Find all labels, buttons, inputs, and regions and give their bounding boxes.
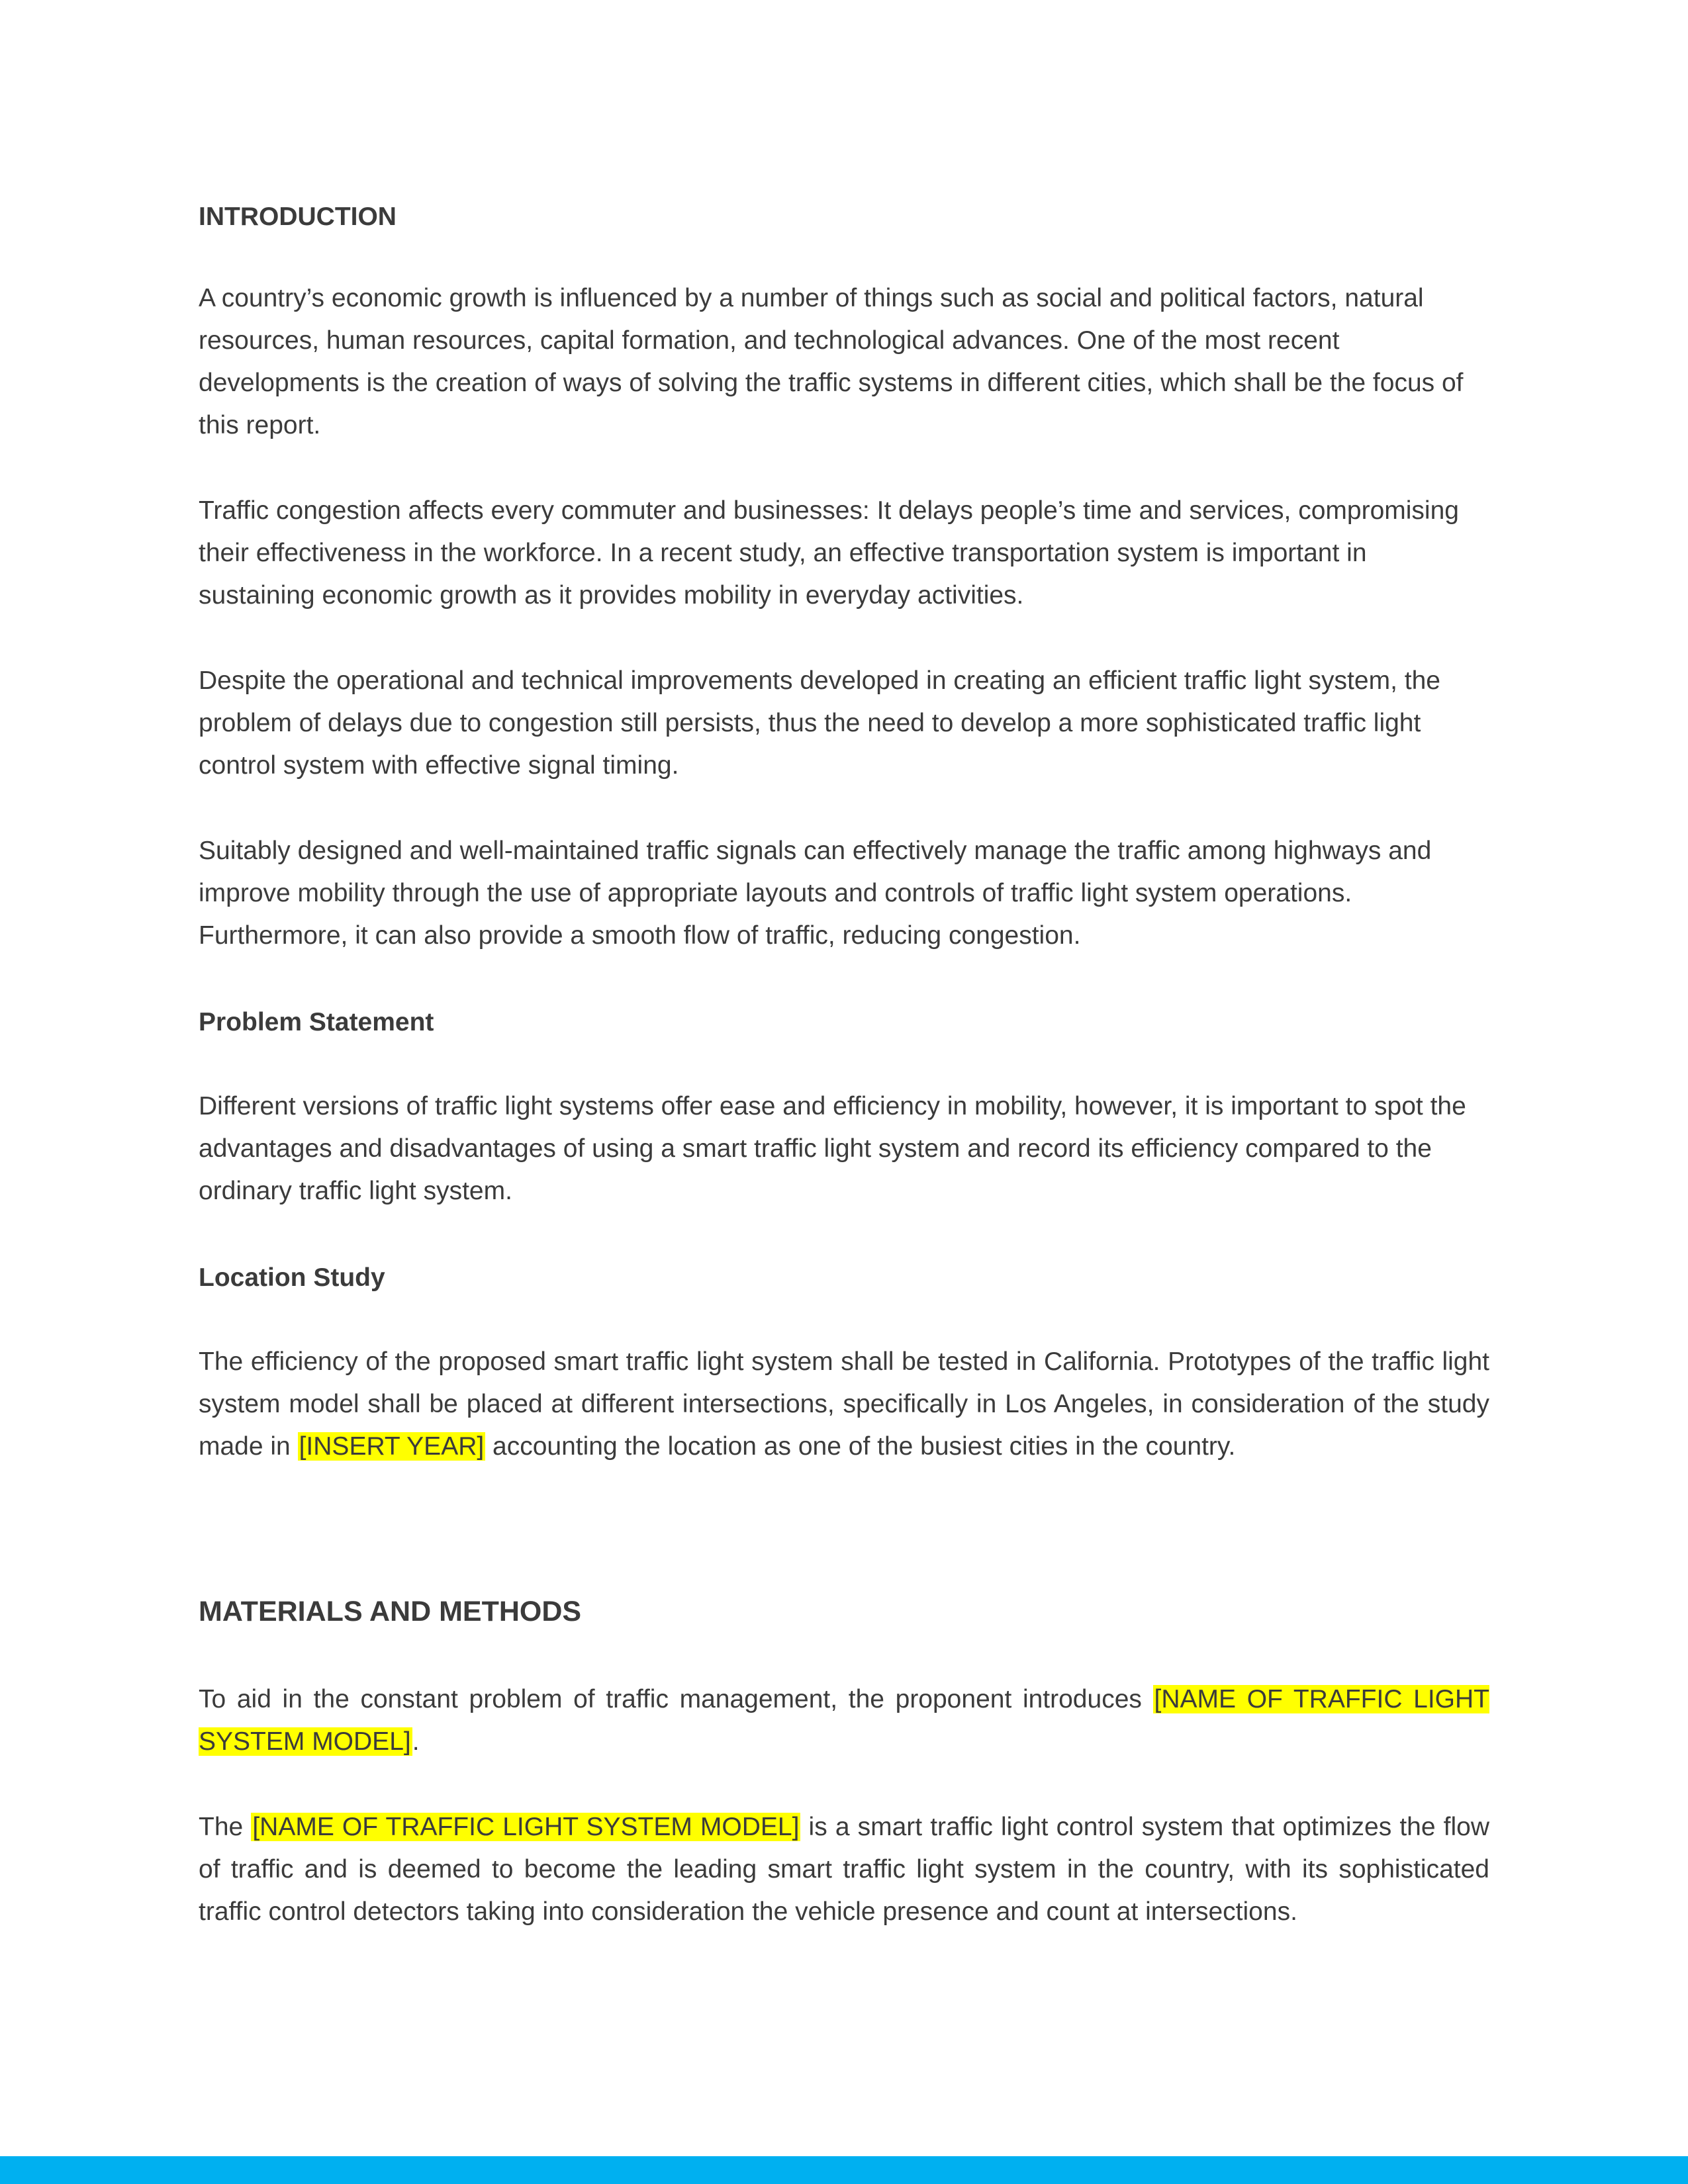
model-name-placeholder-2: [NAME OF TRAFFIC LIGHT SYSTEM MODEL] (252, 1813, 800, 1841)
location-study-paragraph (199, 1341, 1489, 1468)
insert-year-placeholder: [INSERT YEAR] (299, 1432, 485, 1461)
model-name-placeholder-1: [NAME OF TRAFFIC LIGHT SYSTEM MODEL] (199, 1685, 1489, 1756)
intro-paragraph-4: Suitably designed and well-maintained traffic signals can effectively manage the traffic among highways and improve mobility through the use of appropriate layouts and controls of traffic light system operations. Furthermore, it can also provide a smooth flow of traffic, reducing congestion. (199, 837, 1432, 950)
problem-statement-heading: Problem Statement (199, 1008, 434, 1036)
intro-paragraph-3: Despite the operational and technical improvements developed in creating an efficient traffic light system, the problem of delays due to congestion still persists, thus the need to develop a more sophisticated traffic light control system with effective signal timing. (199, 666, 1440, 780)
materials-p1-text-after: . (412, 1727, 420, 1756)
footer-bar (0, 2156, 1688, 2184)
materials-p2-text-before: The (199, 1813, 252, 1841)
materials-paragraph-2 (199, 1806, 1489, 1933)
intro-paragraph-2: Traffic congestion affects every commuter and businesses: It delays people’s time and services, compromising their effectiveness in the workforce. In a recent study, an effective transportation system is important in sustaining economic growth as it provides mobility in everyday activities. (199, 496, 1459, 610)
materials-p1-text-before: To aid in the constant problem of traffic management, the proponent introduces (199, 1685, 1153, 1713)
location-text-after: accounting the location as one of the busiest cities in the country. (485, 1432, 1236, 1461)
location-study-heading: Location Study (199, 1263, 385, 1292)
introduction-heading: INTRODUCTION (199, 203, 397, 231)
materials-paragraph-1 (199, 1678, 1489, 1763)
materials-p2-text-after: is a smart traffic light control system that optimizes the flow of traffic and is deemed to become the leading smart traffic light system in the country, with its sophisticated traffic control detectors taking into consideration the vehicle presence and count at intersections. (199, 1813, 1489, 1926)
materials-methods-heading: MATERIALS AND METHODS (199, 1596, 582, 1627)
location-text-before: The efficiency of the proposed smart traffic light system shall be tested in California. Prototypes of the traffic light system model shall be placed at different intersections, specifically in Los Angeles, in consideration of the study made in (199, 1347, 1489, 1461)
intro-paragraph-1: A country’s economic growth is influenced by a number of things such as social and political factors, natural resources, human resources, capital formation, and technological advances. One of the most recent developments is the creation of ways of solving the traffic systems in different cities, which shall be the focus of this report. (199, 284, 1464, 439)
problem-statement-paragraph: Different versions of traffic light systems offer ease and efficiency in mobility, however, it is important to spot the advantages and disadvantages of using a smart traffic light system and record its efficiency compared to the ordinary traffic light system. (199, 1092, 1466, 1205)
